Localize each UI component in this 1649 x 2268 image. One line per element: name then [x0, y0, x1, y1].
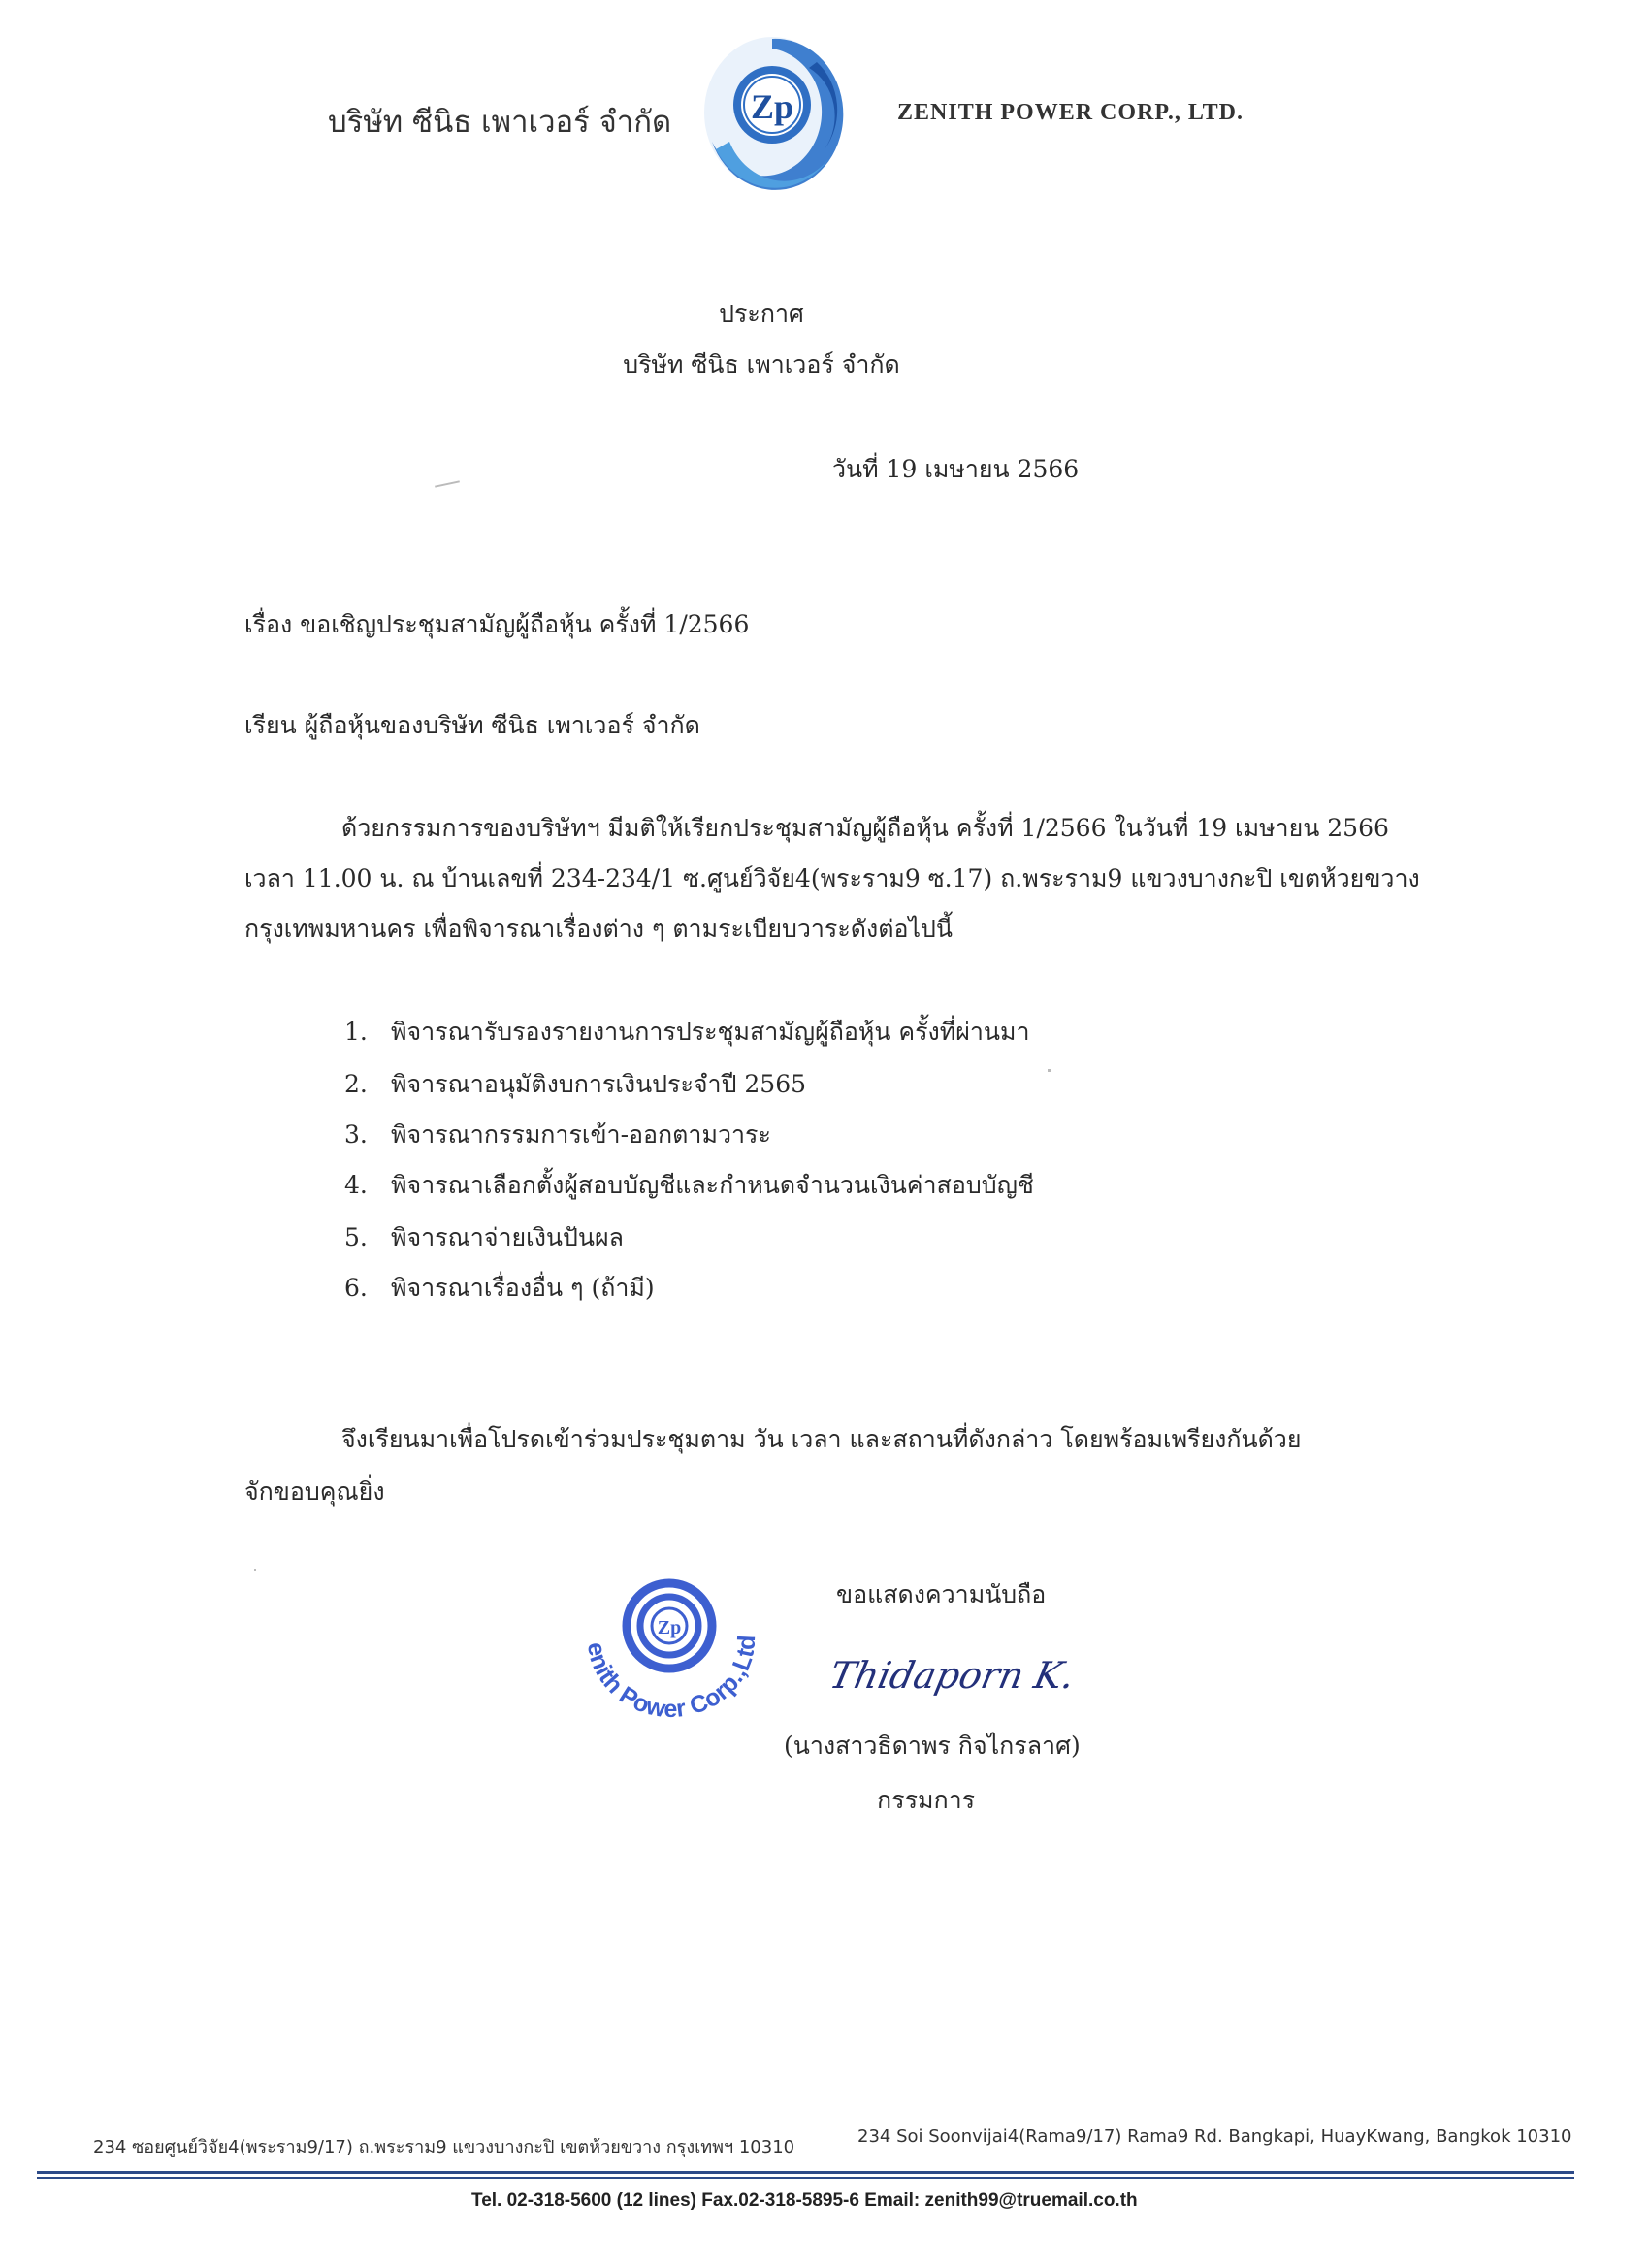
scan-speck — [435, 480, 460, 487]
signature-salutation: ขอแสดงความนับถือ — [836, 1580, 1047, 1608]
footer-divider — [37, 2177, 1574, 2179]
agenda-number: 4. — [344, 1171, 368, 1199]
intro-line: เวลา 11.00 น. ณ บ้านเลขที่ 234-234/1 ซ.ศูนย์วิจัย4(พระราม9 ซ.17) ถ.พระราม9 แขวงบางกะปิ เขตห้วยขวาง — [244, 864, 1420, 892]
scan-speck — [254, 1569, 256, 1571]
recipient-line: เรียน ผู้ถือหุ้นของบริษัท ซีนิธ เพาเวอร์ จำกัด — [244, 711, 700, 739]
signatory-name: (นางสาวธิดาพร กิจไกรลาศ) — [784, 1732, 1081, 1760]
signatory-title: กรรมการ — [877, 1786, 976, 1814]
agenda-number: 2. — [344, 1070, 368, 1098]
company-stamp — [561, 1571, 776, 1736]
announcement-company: บริษัท ซีนิธ เพาเวอร์ จำกัด — [623, 350, 900, 378]
agenda-text: พิจารณาเรื่องอื่น ๆ (ถ้ามี) — [391, 1274, 655, 1302]
company-name-english: ZENITH POWER CORP., LTD. — [897, 100, 1244, 125]
handwritten-signature — [825, 1639, 1079, 1712]
footer-address-english: 234 Soi Soonvijai4(Rama9/17) Rama9 Rd. Bangkapi, HuayKwang, Bangkok 10310 — [857, 2126, 1572, 2147]
agenda-number: 1. — [344, 1018, 368, 1046]
agenda-number: 6. — [344, 1274, 368, 1302]
subject-line: เรื่อง ขอเชิญประชุมสามัญผู้ถือหุ้น ครั้งที่ 1/2566 — [244, 610, 750, 638]
footer-divider — [37, 2171, 1574, 2174]
agenda-item — [344, 1013, 1030, 1052]
signature-script: Thidaporn K. — [825, 1654, 1079, 1698]
agenda-item — [344, 1116, 771, 1154]
closing-line: จึงเรียนมาเพื่อโปรดเข้าร่วมประชุมตาม วัน เวลา และสถานที่ดังกล่าว โดยพร้อมเพรียงกันด้วย — [341, 1425, 1302, 1453]
closing-line: จักขอบคุณยิ่ง — [244, 1477, 385, 1506]
agenda-text: พิจารณาจ่ายเงินปันผล — [391, 1223, 624, 1251]
agenda-number: 3. — [344, 1120, 368, 1149]
logo-text: Zp — [750, 87, 794, 126]
agenda-item — [344, 1065, 806, 1104]
agenda-item — [344, 1166, 1034, 1205]
company-logo — [700, 33, 844, 192]
footer-address-thai: 234 ซอยศูนย์วิจัย4(พระราม9/17) ถ.พระราม9 แขวงบางกะปิ เขตห้วยขวาง กรุงเทพฯ 10310 — [93, 2137, 795, 2157]
announcement-heading: ประกาศ — [719, 300, 804, 328]
agenda-text: พิจารณาเลือกตั้งผู้สอบบัญชีและกำหนดจำนวนเงินค่าสอบบัญชี — [391, 1171, 1034, 1199]
agenda-text: พิจารณากรรมการเข้า-ออกตามวาระ — [391, 1120, 771, 1149]
agenda-number: 5. — [344, 1223, 368, 1251]
agenda-text: พิจารณารับรองรายงานการประชุมสามัญผู้ถือหุ้น ครั้งที่ผ่านมา — [391, 1018, 1030, 1046]
announcement-date: วันที่ 19 เมษายน 2566 — [832, 455, 1080, 483]
intro-line: กรุงเทพมหานคร เพื่อพิจารณาเรื่องต่าง ๆ ตามระเบียบวาระดังต่อไปนี้ — [244, 915, 954, 943]
svg-text:Zenith Power Corp.,Ltd. — [561, 1571, 760, 1723]
scan-speck — [1048, 1069, 1051, 1072]
footer-contact: Tel. 02-318-5600 (12 lines) Fax.02-318-5895-6 Email: zenith99@truemail.co.th — [471, 2190, 1138, 2211]
agenda-text: พิจารณาอนุมัติงบการเงินประจำปี 2565 — [391, 1070, 807, 1098]
agenda-item — [344, 1218, 624, 1257]
company-name-thai: บริษัท ซีนิธ เพาเวอร์ จำกัด — [328, 105, 672, 140]
agenda-item — [344, 1269, 655, 1308]
stamp-logo-text: Zp — [657, 1617, 682, 1638]
intro-line: ด้วยกรรมการของบริษัทฯ มีมติให้เรียกประชุมสามัญผู้ถือหุ้น ครั้งที่ 1/2566 ในวันที่ 19 เมษายน 2566 — [341, 814, 1389, 842]
stamp-text: enith Power Corp.,Ltd — [581, 1634, 761, 1724]
